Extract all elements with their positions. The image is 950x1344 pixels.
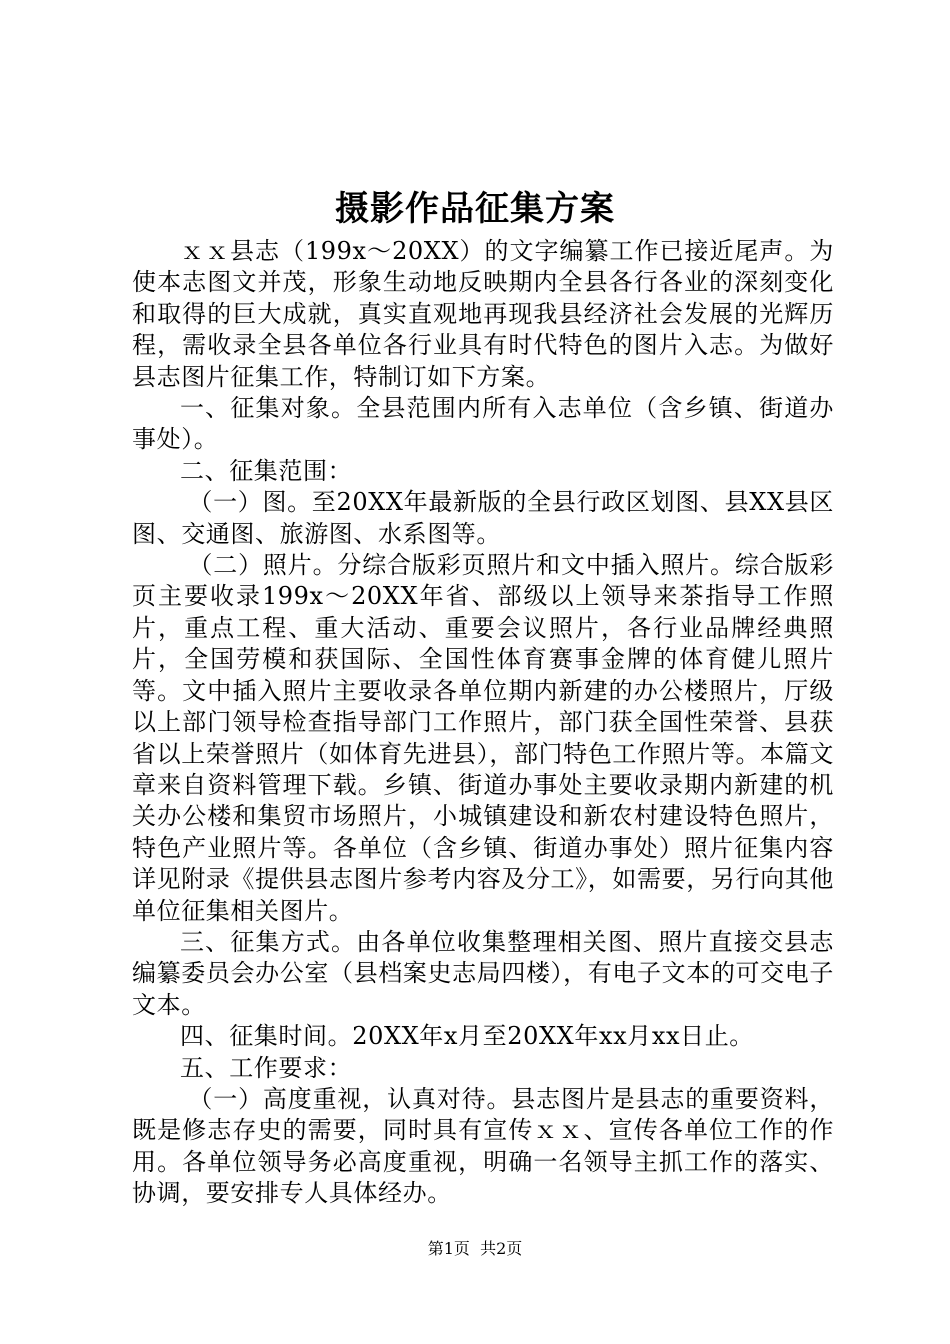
document-title: 摄影作品征集方案 xyxy=(335,189,615,229)
paragraph-section-2-heading: 二、征集范围： xyxy=(180,456,353,485)
page-number: 第1页 xyxy=(427,1239,470,1258)
footer-gap xyxy=(470,1239,480,1258)
paragraph-intro: ｘｘ县志（199x～20XX）的文字编纂工作已接近尾声。为使本志图文并茂，形象生动地反映期内全县各行各业的深刻变化和取得的巨大成就，真实直观地再现我县经济社会发展的光辉历程，需收录全县各单位各行业具有时代特色的图片入志。为做好县志图片征集工作，特制订如下方案。 xyxy=(132,237,834,391)
page-footer xyxy=(0,1238,950,1260)
paragraph-section-5-heading: 五、工作要求： xyxy=(180,1053,353,1082)
paragraph-section-3: 三、征集方式。由各单位收集整理相关图、照片直接交县志编纂委员会办公室（县档案史志局四楼），有电子文本的可交电子文本。 xyxy=(132,927,834,1019)
page-total: 共2页 xyxy=(480,1239,523,1258)
paragraph-section-2-item-2: （二）照片。分综合版彩页照片和文中插入照片。综合版彩页主要收录199x～20XX年省、部级以上领导来茶指导工作照片，重点工程、重大活动、重要会议照片，各行业品牌经典照片，全国劳模和获国际、全国性体育赛事金牌的体育健儿照片等。文中插入照片主要收录各单位期内新建的办公楼照片，厅级以上部门领导检查指导部门工作照片，部门获全国性荣誉、县获省以上荣誉照片（如体育先进县），部门特色工作照片等。本篇文章来自资料管理下载。乡镇、街道办事处主要收录期内新建的机关办公楼和集贸市场照片，小城镇建设和新农村建设特色照片，特色产业照片等。各单位（含乡镇、街道办事处）照片征集内容详见附录《提供县志图片参考内容及分工》，如需要，另行向其他单位征集相关图片。 xyxy=(132,551,834,925)
paragraph-section-2-item-1: （一）图。至20XX年最新版的全县行政区划图、县XX县区图、交通图、旅游图、水系图等。 xyxy=(132,488,834,548)
paragraph-section-4: 四、征集时间。20XX年x月至20XX年xx月xx日止。 xyxy=(180,1022,754,1051)
document-body xyxy=(132,236,834,1210)
paragraph-section-1: 一、征集对象。全县范围内所有入志单位（含乡镇、街道办事处）。 xyxy=(132,394,834,454)
paragraph-section-5-item-1: （一）高度重视，认真对待。县志图片是县志的重要资料，既是修志存史的需要，同时具有宣传ｘｘ、宣传各单位工作的作用。各单位领导务必高度重视，明确一名领导主抓工作的落实、协调，要安排专人具体经办。 xyxy=(132,1084,834,1208)
